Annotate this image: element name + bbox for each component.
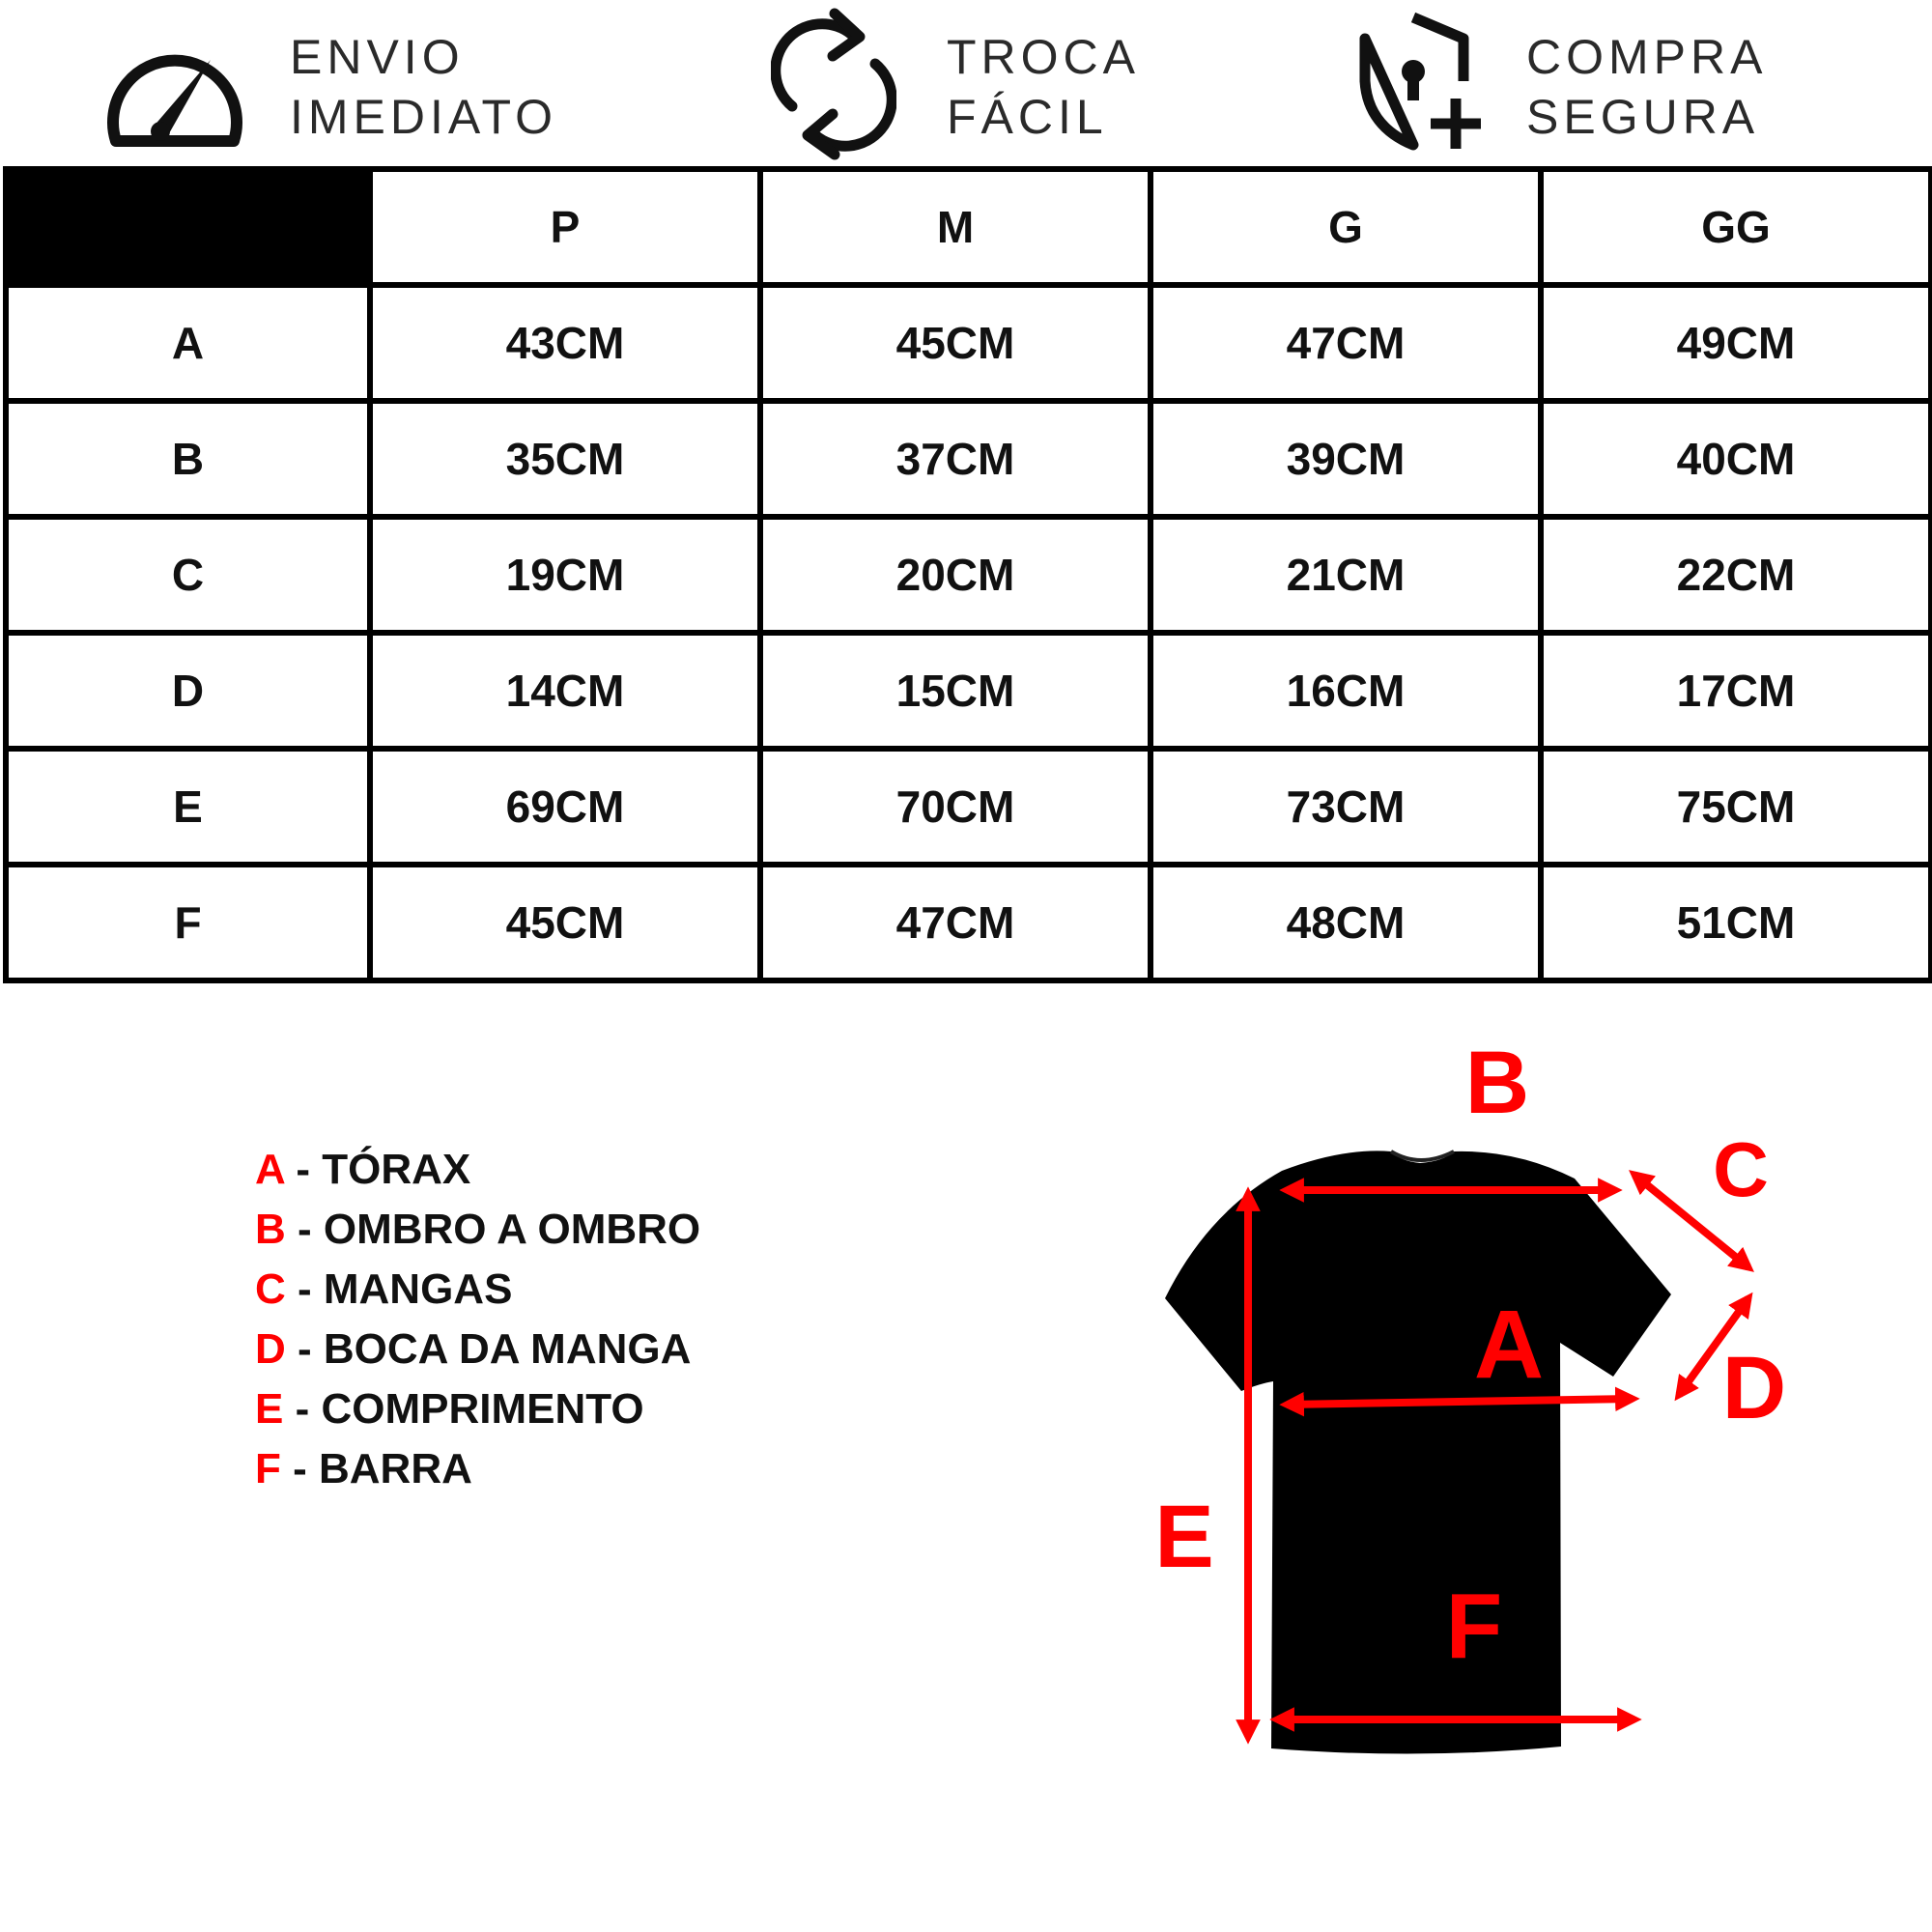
measure-label: F — [6, 865, 370, 980]
table-cell: 21CM — [1151, 517, 1541, 633]
table-cell: 75CM — [1541, 749, 1931, 865]
benefit-line2: SEGURA — [1526, 90, 1760, 144]
size-header: M — [760, 169, 1151, 285]
refresh-icon — [771, 8, 896, 162]
benefit-line2: IMEDIATO — [290, 90, 558, 144]
legend-key: F — [255, 1445, 281, 1492]
tshirt-measurement-diagram — [1130, 1043, 1826, 1777]
benefit-troca-facil — [763, 8, 1188, 162]
table-cell: 47CM — [1151, 285, 1541, 401]
table-cell: 48CM — [1151, 865, 1541, 980]
table-cell: 17CM — [1541, 633, 1931, 749]
size-table — [3, 166, 1932, 983]
table-cell: 35CM — [370, 401, 760, 517]
legend-text: - BARRA — [280, 1445, 472, 1492]
table-cell: 73CM — [1151, 749, 1541, 865]
table-cell: 69CM — [370, 749, 760, 865]
size-header: GG — [1541, 169, 1931, 285]
table-cell: 14CM — [370, 633, 760, 749]
table-cell: 39CM — [1151, 401, 1541, 517]
benefit-line1: ENVIO — [290, 30, 465, 84]
measure-label: D — [6, 633, 370, 749]
table-cell: 37CM — [760, 401, 1151, 517]
table-cell: 70CM — [760, 749, 1151, 865]
speedometer-icon — [102, 27, 247, 153]
benefit-line2: FÁCIL — [947, 90, 1108, 144]
label-b: B — [1464, 1043, 1530, 1132]
measurement-legend — [255, 1140, 700, 1499]
legend-text: - TÓRAX — [284, 1146, 471, 1193]
table-cell: 22CM — [1541, 517, 1931, 633]
table-cell: 15CM — [760, 633, 1151, 749]
measure-label: A — [6, 285, 370, 401]
table-row — [6, 517, 1931, 633]
size-header: G — [1151, 169, 1541, 285]
tshirt-shape — [1165, 1151, 1671, 1753]
legend-key: A — [255, 1146, 285, 1193]
legend-item — [255, 1320, 700, 1379]
table-cell: 16CM — [1151, 633, 1541, 749]
legend-item — [255, 1379, 700, 1439]
legend-item — [255, 1140, 700, 1200]
table-row — [6, 633, 1931, 749]
benefit-line1: COMPRA — [1526, 30, 1768, 84]
legend-item — [255, 1200, 700, 1260]
legend-item — [255, 1260, 700, 1320]
table-row — [6, 865, 1931, 980]
table-header-row — [6, 169, 1931, 285]
table-row — [6, 285, 1931, 401]
measure-label: C — [6, 517, 370, 633]
table-row — [6, 749, 1931, 865]
table-cell: 20CM — [760, 517, 1151, 633]
table-cell: 47CM — [760, 865, 1151, 980]
shield-lock-icon — [1355, 12, 1491, 156]
legend-text: - COMPRIMENTO — [283, 1385, 644, 1433]
label-f: F — [1445, 1575, 1503, 1678]
legend-text: - MANGAS — [285, 1265, 513, 1313]
measure-label: E — [6, 749, 370, 865]
label-c: C — [1713, 1126, 1769, 1212]
legend-text: - BOCA DA MANGA — [285, 1325, 692, 1373]
table-row — [6, 401, 1931, 517]
legend-item — [255, 1439, 700, 1499]
size-header: P — [370, 169, 760, 285]
benefit-compra-segura — [1348, 8, 1908, 162]
legend-key: E — [255, 1385, 284, 1433]
label-d: D — [1721, 1339, 1787, 1437]
table-cell: 40CM — [1541, 401, 1931, 517]
table-cell: 45CM — [760, 285, 1151, 401]
table-corner-cell — [6, 169, 370, 285]
legend-key: D — [255, 1325, 286, 1373]
benefit-envio-imediato — [97, 8, 599, 162]
table-cell: 49CM — [1541, 285, 1931, 401]
table-cell: 51CM — [1541, 865, 1931, 980]
label-a: A — [1473, 1291, 1545, 1399]
table-cell: 19CM — [370, 517, 760, 633]
measure-label: B — [6, 401, 370, 517]
label-e: E — [1154, 1488, 1214, 1586]
legend-text: - OMBRO A OMBRO — [285, 1206, 701, 1253]
table-cell: 45CM — [370, 865, 760, 980]
benefit-line1: TROCA — [947, 30, 1140, 84]
table-cell: 43CM — [370, 285, 760, 401]
legend-key: B — [255, 1206, 286, 1253]
legend-key: C — [255, 1265, 286, 1313]
